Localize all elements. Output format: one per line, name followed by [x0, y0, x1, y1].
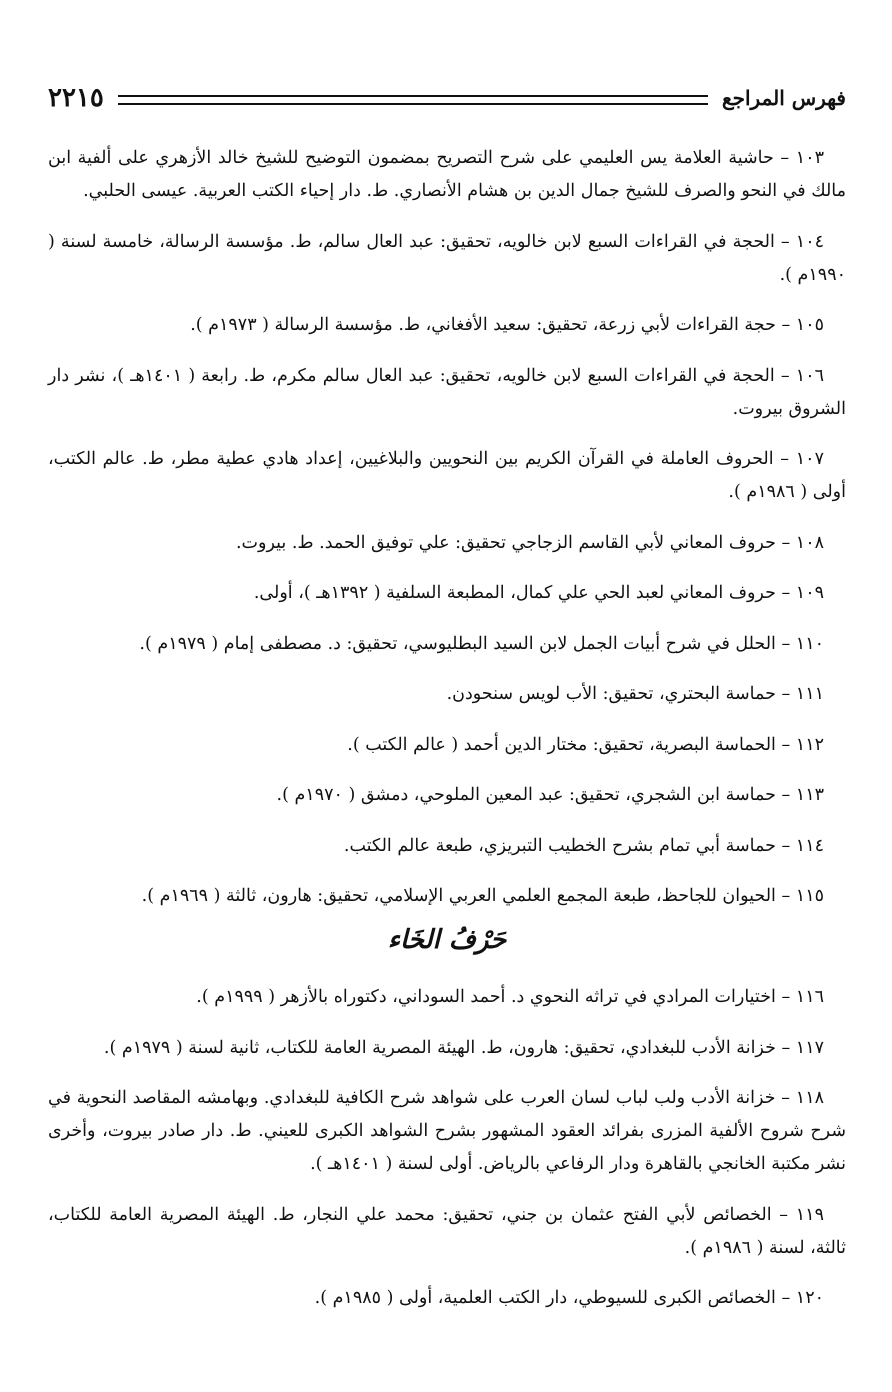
entry-separator: – [773, 148, 796, 168]
entry-number: ١١١ [795, 684, 824, 704]
reference-entry [48, 226, 846, 292]
entry-separator: – [775, 532, 796, 553]
references-list-a [48, 142, 846, 913]
entry-text: حماسة ابن الشجري، تحقيق: عبد المعين الملوحي، دمشق ( ١٩٧٠م ). [276, 785, 776, 805]
reference-entry [48, 1082, 846, 1181]
entry-number: ١١٣ [795, 785, 824, 805]
entry-separator: – [775, 583, 796, 603]
entry-number: ١١٩ [795, 1204, 824, 1225]
entry-separator: – [774, 231, 796, 252]
entry-number: ١٠٩ [795, 583, 824, 603]
reference-entry [48, 729, 846, 762]
entry-text: حروف المعاني لأبي القاسم الزجاجي تحقيق: علي توفيق الحمد. ط. بيروت. [235, 532, 776, 553]
entry-text: حاشية العلامة يس العليمي على شرح التصريح بمضمون التوضيح للشيخ خالد الأزهري على ألفية ابن مالك في النحو والصرف للشيخ جمال الدين بن هشام الأنصاري. ط. دار إحياء الكتب العربية. عيسى الحلبي. [48, 148, 846, 201]
references-list-b [48, 981, 846, 1315]
reference-entry [48, 443, 846, 509]
entry-text: الخصائص لأبي الفتح عثمان بن جني، تحقيق: محمد علي النجار، ط. الهيئة المصرية العامة للكتاب، ثالثة، لسنة ( ١٩٨٦م ). [48, 1204, 846, 1258]
entry-separator: – [775, 987, 796, 1007]
entry-number: ١١٢ [795, 734, 824, 755]
reference-entry [48, 360, 846, 426]
header-rule [118, 95, 708, 105]
page-number: ٢٢١٥ [48, 83, 104, 113]
entry-text: خزانة الأدب ولب لباب لسان العرب على شواهد شرح الكافية للبغدادي. وبهامشه المقاصد النحوية في شرح شروح الألفية المزرى بفرائد العقود المشهور بشرح الشواهد الكبرى للعيني. ط. دار صادر بيروت، وأخرى نشر مكتبة الخانجي بالقاهرة ودار الرفاعي بالرياض. أولى لسنة ( ١٤٠١هـ ). [48, 1088, 846, 1174]
entry-text: الحيوان للجاحظ، طبعة المجمع العلمي العربي الإسلامي، تحقيق: هارون، ثالثة ( ١٩٦٩م ). [141, 886, 776, 906]
entry-number: ١١٥ [795, 886, 824, 906]
entry-number: ١٠٧ [795, 449, 824, 469]
entry-text: الخصائص الكبرى للسيوطي، دار الكتب العلمية، أولى ( ١٩٨٥م ). [314, 1288, 776, 1308]
entry-text: خزانة الأدب للبغدادي، تحقيق: هارون، ط. الهيئة المصرية العامة للكتاب، ثانية لسنة ( ١٩٧٩م ). [103, 1037, 776, 1058]
entry-number: ١١٤ [795, 835, 824, 856]
entry-text: الحجة في القراءات السبع لابن خالويه، تحقيق: عبد العال سالم، ط. مؤسسة الرسالة، خامسة لسنة ( ١٩٩٠م ). [48, 231, 846, 285]
reference-entry [48, 830, 846, 863]
entry-text: حماسة أبي تمام بشرح الخطيب التبريزي، طبعة عالم الكتب. [343, 835, 776, 856]
entry-separator: – [775, 785, 796, 805]
entry-text: الحجة في القراءات السبع لابن خالويه، تحقيق: عبد العال سالم مكرم، ط. رابعة ( ١٤٠١هـ )، نشر دار الشروق بيروت. [48, 365, 846, 419]
page [48, 78, 846, 1352]
reference-entry [48, 779, 846, 812]
entry-text: الحروف العاملة في القرآن الكريم بين النحويين والبلاغيين، إعداد هادي عطية مطر، ط. عالم الكتب، أولى ( ١٩٨٦م ). [48, 449, 846, 502]
entry-separator: – [775, 835, 796, 856]
entry-separator: – [775, 1037, 796, 1058]
entry-text: اختيارات المرادي في تراثه النحوي د. أحمد السوداني، دكتوراه بالأزهر ( ١٩٩٩م ). [196, 987, 776, 1007]
entry-separator: – [775, 684, 796, 704]
entry-number: ١٠٣ [795, 148, 824, 168]
entry-text: حماسة البحتري، تحقيق: الأب لويس سنحودن. [446, 684, 776, 704]
entry-number: ١٠٤ [795, 231, 824, 252]
reference-entry [48, 1282, 846, 1315]
reference-entry [48, 527, 846, 560]
header-title: فهرس المراجع [721, 86, 846, 110]
entry-separator: – [775, 315, 796, 335]
entry-number: ١٢٠ [795, 1288, 824, 1308]
reference-entry [48, 577, 846, 610]
entry-number: ١٠٨ [795, 532, 824, 553]
reference-entry [48, 142, 846, 208]
entry-number: ١٠٥ [795, 315, 824, 335]
reference-entry [48, 678, 846, 711]
entry-text: الحلل في شرح أبيات الجمل لابن السيد البطليوسي، تحقيق: د. مصطفى إمام ( ١٩٧٩م ). [139, 633, 776, 654]
reference-entry [48, 1199, 846, 1265]
section-heading: حَرْفُ الخَاء [387, 925, 507, 955]
entry-separator: – [771, 1204, 796, 1225]
entry-separator: – [775, 1288, 796, 1308]
reference-entry [48, 628, 846, 661]
reference-entry [48, 880, 846, 913]
entry-text: حجة القراءات لأبي زرعة، تحقيق: سعيد الأفغاني، ط. مؤسسة الرسالة ( ١٩٧٣م ). [190, 315, 776, 335]
entry-separator: – [775, 1088, 796, 1108]
entry-text: حروف المعاني لعبد الحي علي كمال، المطبعة السلفية ( ١٣٩٢هـ )، أولى. [253, 583, 776, 603]
entry-separator: – [775, 633, 796, 654]
reference-entry [48, 1032, 846, 1065]
entry-separator: – [773, 449, 796, 469]
entry-number: ١١٧ [795, 1037, 824, 1058]
reference-entry [48, 309, 846, 342]
entry-separator: – [775, 886, 796, 906]
running-header [48, 78, 846, 118]
entry-number: ١١٨ [795, 1088, 824, 1108]
entry-separator: – [774, 365, 796, 386]
entry-number: ١١٠ [795, 633, 824, 654]
entry-number: ١٠٦ [795, 365, 824, 386]
reference-entry [48, 981, 846, 1014]
entry-separator: – [775, 734, 796, 755]
entry-number: ١١٦ [795, 987, 824, 1007]
entry-text: الحماسة البصرية، تحقيق: مختار الدين أحمد ( عالم الكتب ). [347, 734, 776, 755]
